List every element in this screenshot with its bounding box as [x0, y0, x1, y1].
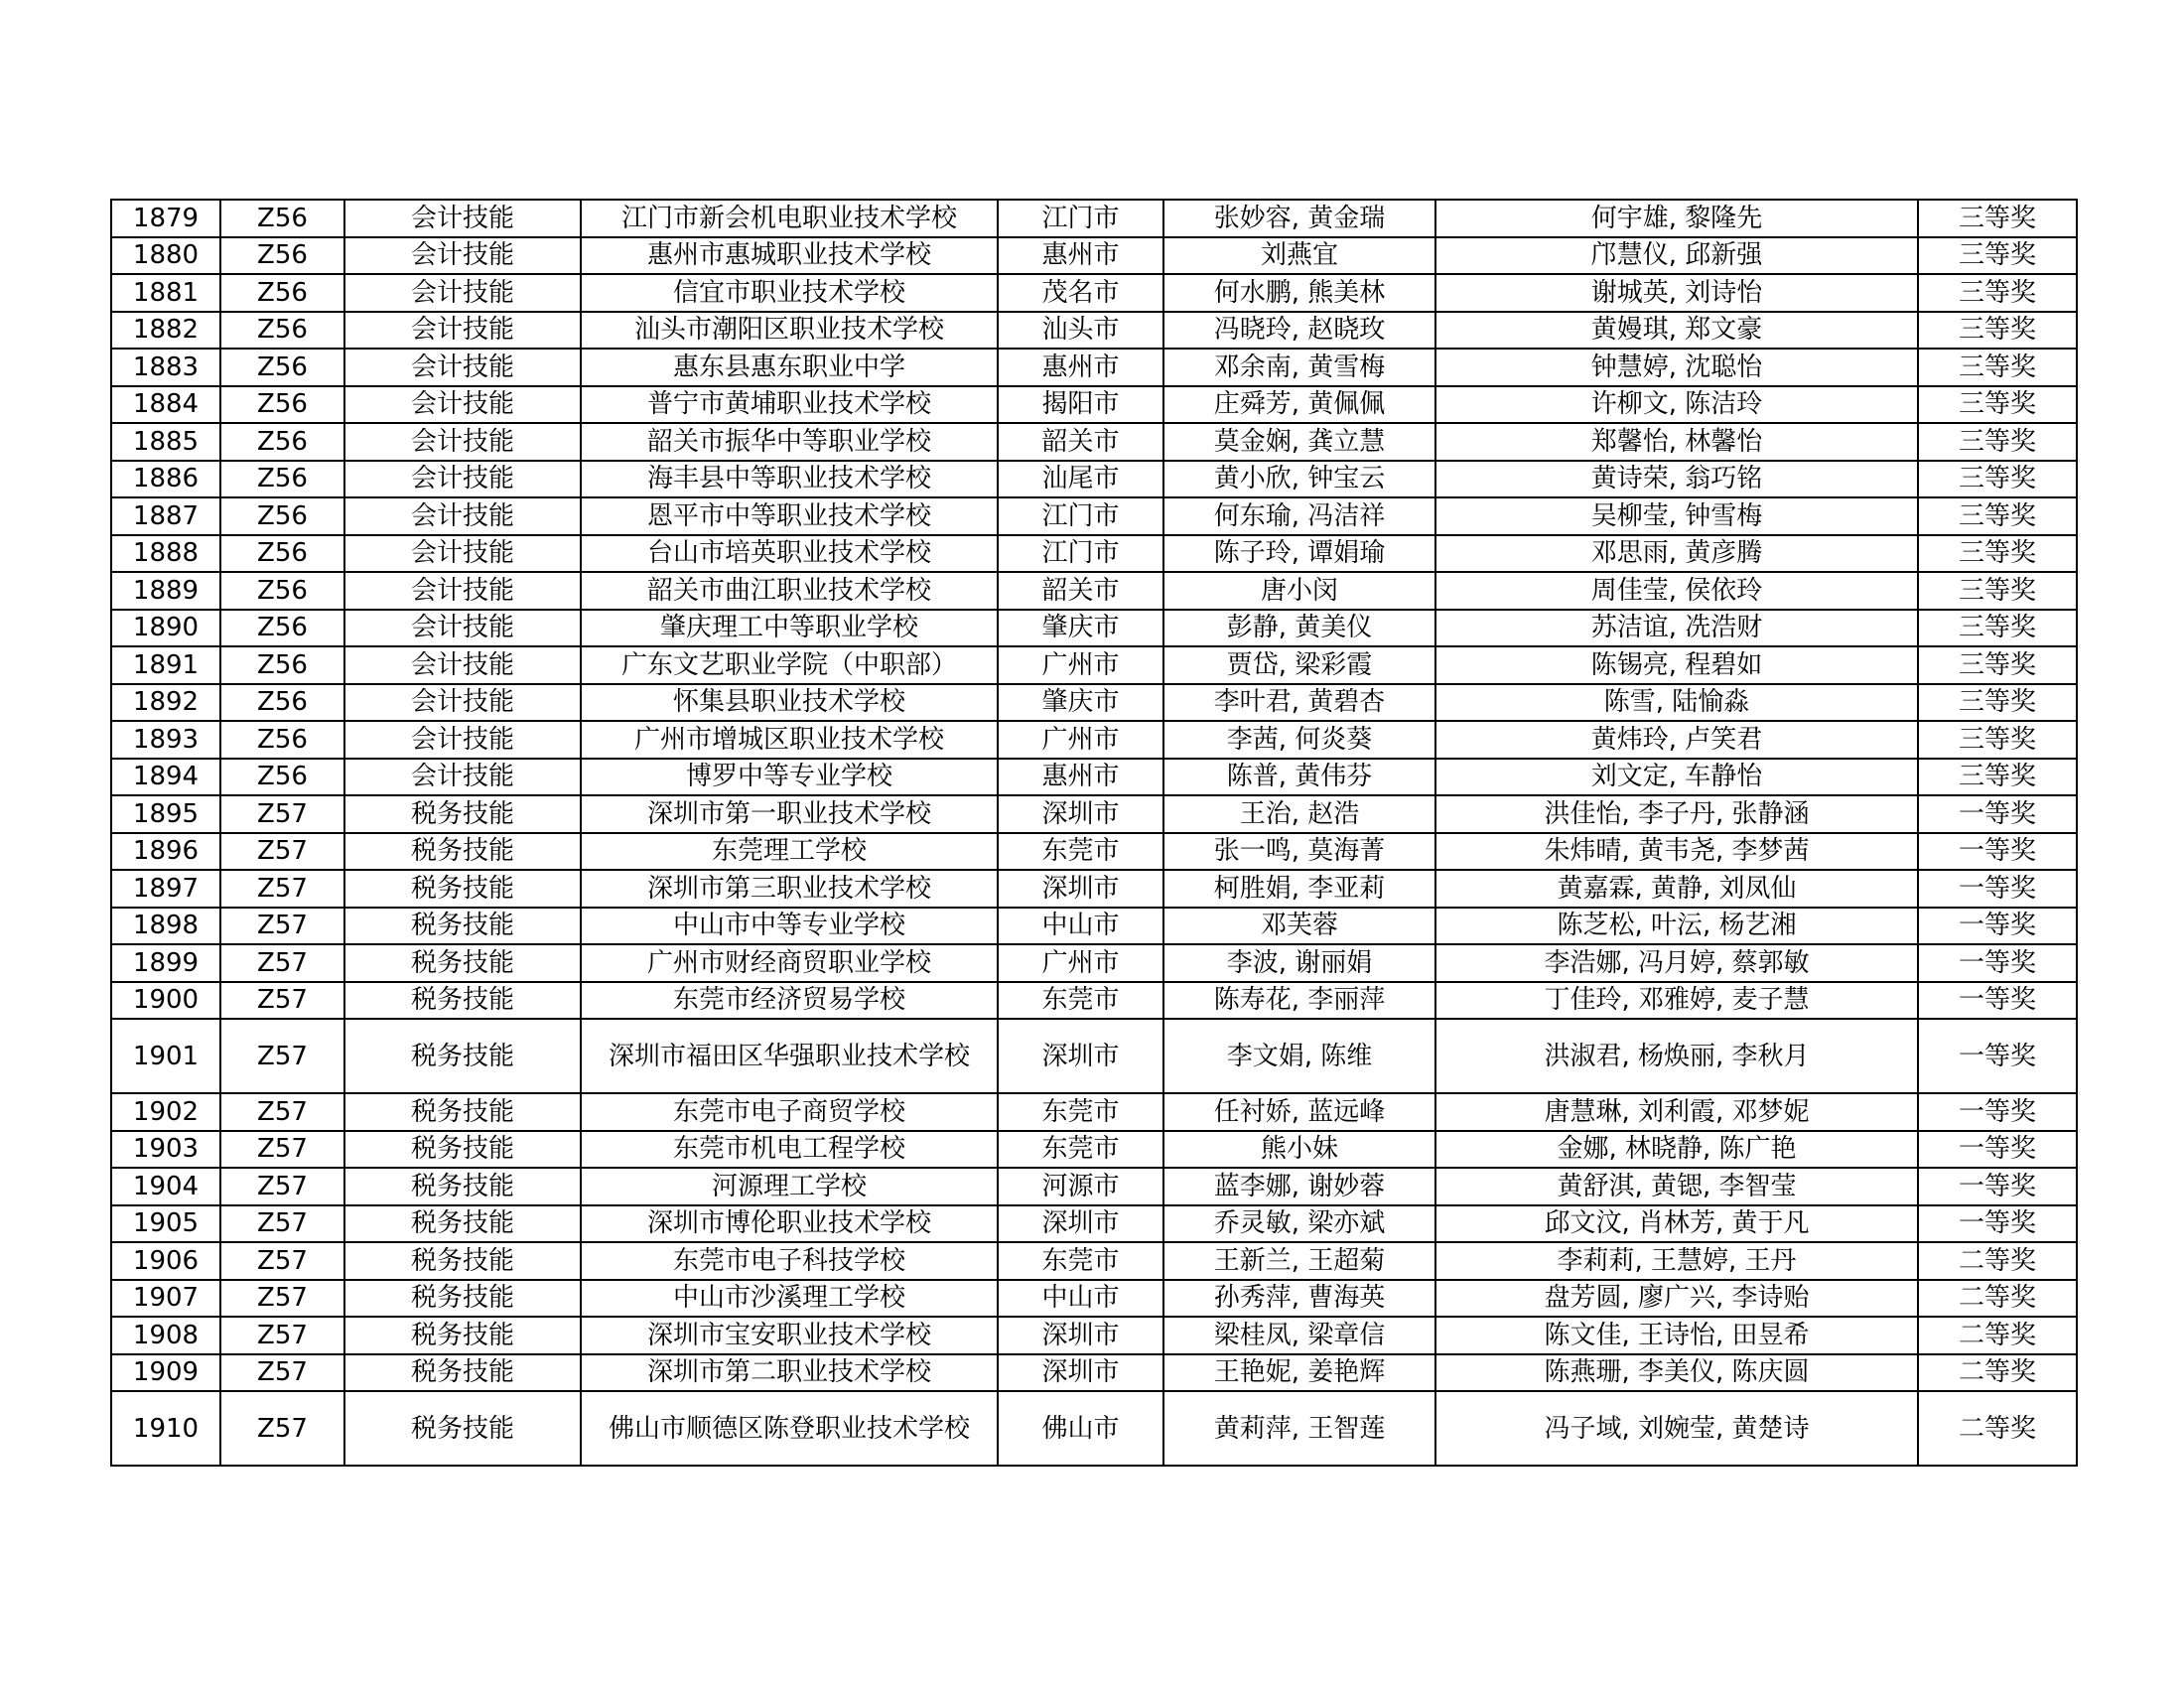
- teacher-names-cell: 李文娟, 陈维: [1163, 1019, 1435, 1093]
- row-number-cell: 1907: [111, 1280, 220, 1318]
- row-number-cell: 1897: [111, 870, 220, 908]
- school-name-cell: 深圳市博伦职业技术学校: [581, 1205, 998, 1243]
- event-code-cell: Z57: [220, 982, 344, 1020]
- student-names-cell: 李浩娜, 冯月婷, 蔡郭敏: [1435, 944, 1918, 982]
- city-name-cell: 江门市: [998, 535, 1163, 573]
- event-code-cell: Z57: [220, 1019, 344, 1093]
- row-number-cell: 1894: [111, 759, 220, 796]
- school-name-cell: 恩平市中等职业技术学校: [581, 497, 998, 535]
- award-level-cell: 三等奖: [1918, 684, 2077, 722]
- teacher-names-cell: 邓余南, 黄雪梅: [1163, 349, 1435, 386]
- table-row: [111, 1019, 2077, 1093]
- teacher-names-cell: 李叶君, 黄碧杏: [1163, 684, 1435, 722]
- table-row: [111, 423, 2077, 461]
- event-name-cell: 税务技能: [344, 908, 581, 945]
- event-name-cell: 税务技能: [344, 1280, 581, 1318]
- award-level-cell: 三等奖: [1918, 386, 2077, 424]
- teacher-names-cell: 黄莉萍, 王智莲: [1163, 1391, 1435, 1466]
- teacher-names-cell: 唐小闵: [1163, 572, 1435, 610]
- school-name-cell: 深圳市第二职业技术学校: [581, 1354, 998, 1392]
- row-number-cell: 1898: [111, 908, 220, 945]
- event-code-cell: Z56: [220, 535, 344, 573]
- school-name-cell: 东莞市电子科技学校: [581, 1242, 998, 1280]
- teacher-names-cell: 刘燕宜: [1163, 237, 1435, 275]
- table-row: [111, 944, 2077, 982]
- row-number-cell: 1887: [111, 497, 220, 535]
- row-number-cell: 1904: [111, 1168, 220, 1205]
- student-names-cell: 邓思雨, 黄彦腾: [1435, 535, 1918, 573]
- row-number-cell: 1900: [111, 982, 220, 1020]
- school-name-cell: 博罗中等专业学校: [581, 759, 998, 796]
- city-name-cell: 中山市: [998, 1280, 1163, 1318]
- event-code-cell: Z56: [220, 610, 344, 647]
- teacher-names-cell: 任衬娇, 蓝远峰: [1163, 1093, 1435, 1131]
- event-name-cell: 会计技能: [344, 610, 581, 647]
- event-code-cell: Z56: [220, 274, 344, 312]
- award-level-cell: 三等奖: [1918, 646, 2077, 684]
- school-name-cell: 深圳市福田区华强职业技术学校: [581, 1019, 998, 1093]
- award-level-cell: 一等奖: [1918, 1019, 2077, 1093]
- award-level-cell: 三等奖: [1918, 535, 2077, 573]
- event-name-cell: 会计技能: [344, 684, 581, 722]
- teacher-names-cell: 乔灵敏, 梁亦斌: [1163, 1205, 1435, 1243]
- student-names-cell: 钟慧婷, 沈聪怡: [1435, 349, 1918, 386]
- teacher-names-cell: 蓝李娜, 谢妙蓉: [1163, 1168, 1435, 1205]
- event-code-cell: Z56: [220, 461, 344, 498]
- city-name-cell: 江门市: [998, 497, 1163, 535]
- table-row: [111, 721, 2077, 759]
- student-names-cell: 唐慧琳, 刘利霞, 邓梦妮: [1435, 1093, 1918, 1131]
- row-number-cell: 1880: [111, 237, 220, 275]
- school-name-cell: 东莞市经济贸易学校: [581, 982, 998, 1020]
- table-row: [111, 684, 2077, 722]
- event-name-cell: 会计技能: [344, 572, 581, 610]
- event-code-cell: Z57: [220, 1280, 344, 1318]
- event-code-cell: Z57: [220, 1354, 344, 1392]
- student-names-cell: 金娜, 林晓静, 陈广艳: [1435, 1131, 1918, 1169]
- city-name-cell: 佛山市: [998, 1391, 1163, 1466]
- teacher-names-cell: 王新兰, 王超菊: [1163, 1242, 1435, 1280]
- event-name-cell: 会计技能: [344, 721, 581, 759]
- event-code-cell: Z56: [220, 497, 344, 535]
- event-name-cell: 会计技能: [344, 274, 581, 312]
- row-number-cell: 1895: [111, 795, 220, 833]
- city-name-cell: 深圳市: [998, 1354, 1163, 1392]
- event-name-cell: 税务技能: [344, 1168, 581, 1205]
- school-name-cell: 深圳市第一职业技术学校: [581, 795, 998, 833]
- teacher-names-cell: 陈普, 黄伟芬: [1163, 759, 1435, 796]
- school-name-cell: 肇庆理工中等职业学校: [581, 610, 998, 647]
- city-name-cell: 东莞市: [998, 982, 1163, 1020]
- award-level-cell: 三等奖: [1918, 274, 2077, 312]
- student-names-cell: 冯子域, 刘婉莹, 黄楚诗: [1435, 1391, 1918, 1466]
- table-row: [111, 237, 2077, 275]
- row-number-cell: 1891: [111, 646, 220, 684]
- row-number-cell: 1879: [111, 200, 220, 237]
- event-name-cell: 税务技能: [344, 944, 581, 982]
- city-name-cell: 肇庆市: [998, 610, 1163, 647]
- school-name-cell: 普宁市黄埔职业技术学校: [581, 386, 998, 424]
- school-name-cell: 中山市沙溪理工学校: [581, 1280, 998, 1318]
- award-level-cell: 一等奖: [1918, 1093, 2077, 1131]
- table-row: [111, 646, 2077, 684]
- teacher-names-cell: 何东瑜, 冯洁祥: [1163, 497, 1435, 535]
- row-number-cell: 1905: [111, 1205, 220, 1243]
- row-number-cell: 1889: [111, 572, 220, 610]
- school-name-cell: 中山市中等专业学校: [581, 908, 998, 945]
- student-names-cell: 洪佳怡, 李子丹, 张静涵: [1435, 795, 1918, 833]
- award-level-cell: 三等奖: [1918, 423, 2077, 461]
- table-row: [111, 759, 2077, 796]
- award-level-cell: 三等奖: [1918, 497, 2077, 535]
- student-names-cell: 邱文汶, 肖林芳, 黄于凡: [1435, 1205, 1918, 1243]
- event-name-cell: 会计技能: [344, 423, 581, 461]
- teacher-names-cell: 熊小妹: [1163, 1131, 1435, 1169]
- event-name-cell: 会计技能: [344, 497, 581, 535]
- table-row: [111, 1205, 2077, 1243]
- teacher-names-cell: 黄小欣, 钟宝云: [1163, 461, 1435, 498]
- row-number-cell: 1892: [111, 684, 220, 722]
- city-name-cell: 中山市: [998, 908, 1163, 945]
- event-name-cell: 会计技能: [344, 312, 581, 350]
- event-code-cell: Z57: [220, 1131, 344, 1169]
- table-row: [111, 795, 2077, 833]
- award-level-cell: 一等奖: [1918, 795, 2077, 833]
- table-row: [111, 535, 2077, 573]
- school-name-cell: 东莞市机电工程学校: [581, 1131, 998, 1169]
- school-name-cell: 惠东县惠东职业中学: [581, 349, 998, 386]
- city-name-cell: 惠州市: [998, 349, 1163, 386]
- event-code-cell: Z57: [220, 833, 344, 871]
- city-name-cell: 河源市: [998, 1168, 1163, 1205]
- row-number-cell: 1883: [111, 349, 220, 386]
- school-name-cell: 韶关市曲江职业技术学校: [581, 572, 998, 610]
- event-name-cell: 会计技能: [344, 237, 581, 275]
- event-code-cell: Z56: [220, 349, 344, 386]
- teacher-names-cell: 邓芙蓉: [1163, 908, 1435, 945]
- teacher-names-cell: 何水鹏, 熊美林: [1163, 274, 1435, 312]
- student-names-cell: 周佳莹, 侯依玲: [1435, 572, 1918, 610]
- school-name-cell: 江门市新会机电职业技术学校: [581, 200, 998, 237]
- teacher-names-cell: 彭静, 黄美仪: [1163, 610, 1435, 647]
- event-code-cell: Z57: [220, 1317, 344, 1354]
- award-level-cell: 二等奖: [1918, 1391, 2077, 1466]
- event-code-cell: Z57: [220, 1391, 344, 1466]
- award-level-cell: 三等奖: [1918, 461, 2077, 498]
- student-names-cell: 苏洁谊, 冼浩财: [1435, 610, 1918, 647]
- event-code-cell: Z56: [220, 646, 344, 684]
- student-names-cell: 何宇雄, 黎隆先: [1435, 200, 1918, 237]
- city-name-cell: 韶关市: [998, 423, 1163, 461]
- event-name-cell: 会计技能: [344, 461, 581, 498]
- student-names-cell: 李莉莉, 王慧婷, 王丹: [1435, 1242, 1918, 1280]
- event-code-cell: Z57: [220, 1168, 344, 1205]
- row-number-cell: 1890: [111, 610, 220, 647]
- city-name-cell: 江门市: [998, 200, 1163, 237]
- event-name-cell: 税务技能: [344, 1131, 581, 1169]
- teacher-names-cell: 王治, 赵浩: [1163, 795, 1435, 833]
- row-number-cell: 1881: [111, 274, 220, 312]
- event-name-cell: 税务技能: [344, 1205, 581, 1243]
- row-number-cell: 1901: [111, 1019, 220, 1093]
- awards-table: [110, 199, 2078, 1467]
- city-name-cell: 汕尾市: [998, 461, 1163, 498]
- city-name-cell: 东莞市: [998, 1242, 1163, 1280]
- award-level-cell: 一等奖: [1918, 870, 2077, 908]
- table-row: [111, 461, 2077, 498]
- school-name-cell: 海丰县中等职业技术学校: [581, 461, 998, 498]
- student-names-cell: 盘芳圆, 廖广兴, 李诗贻: [1435, 1280, 1918, 1318]
- row-number-cell: 1909: [111, 1354, 220, 1392]
- table-row: [111, 870, 2077, 908]
- table-row: [111, 349, 2077, 386]
- teacher-names-cell: 张妙容, 黄金瑞: [1163, 200, 1435, 237]
- school-name-cell: 东莞市电子商贸学校: [581, 1093, 998, 1131]
- city-name-cell: 韶关市: [998, 572, 1163, 610]
- event-name-cell: 会计技能: [344, 349, 581, 386]
- event-name-cell: 会计技能: [344, 759, 581, 796]
- city-name-cell: 茂名市: [998, 274, 1163, 312]
- teacher-names-cell: 陈子玲, 谭娟瑜: [1163, 535, 1435, 573]
- table-row: [111, 1317, 2077, 1354]
- student-names-cell: 陈锡亮, 程碧如: [1435, 646, 1918, 684]
- award-level-cell: 二等奖: [1918, 1317, 2077, 1354]
- student-names-cell: 黄嫚琪, 郑文豪: [1435, 312, 1918, 350]
- city-name-cell: 深圳市: [998, 795, 1163, 833]
- table-row: [111, 572, 2077, 610]
- table-row: [111, 1354, 2077, 1392]
- student-names-cell: 丁佳玲, 邓雅婷, 麦子慧: [1435, 982, 1918, 1020]
- event-name-cell: 税务技能: [344, 1242, 581, 1280]
- student-names-cell: 黄舒淇, 黄锶, 李智莹: [1435, 1168, 1918, 1205]
- city-name-cell: 广州市: [998, 944, 1163, 982]
- teacher-names-cell: 孙秀萍, 曹海英: [1163, 1280, 1435, 1318]
- row-number-cell: 1882: [111, 312, 220, 350]
- event-name-cell: 会计技能: [344, 386, 581, 424]
- table-row: [111, 982, 2077, 1020]
- city-name-cell: 东莞市: [998, 1131, 1163, 1169]
- student-names-cell: 黄诗荣, 翁巧铭: [1435, 461, 1918, 498]
- event-name-cell: 会计技能: [344, 200, 581, 237]
- teacher-names-cell: 冯晓玲, 赵晓玫: [1163, 312, 1435, 350]
- student-names-cell: 许柳文, 陈洁玲: [1435, 386, 1918, 424]
- city-name-cell: 汕头市: [998, 312, 1163, 350]
- school-name-cell: 广州市财经商贸职业学校: [581, 944, 998, 982]
- event-name-cell: 税务技能: [344, 1391, 581, 1466]
- award-level-cell: 一等奖: [1918, 1131, 2077, 1169]
- city-name-cell: 深圳市: [998, 1317, 1163, 1354]
- city-name-cell: 广州市: [998, 646, 1163, 684]
- table-row: [111, 497, 2077, 535]
- row-number-cell: 1886: [111, 461, 220, 498]
- row-number-cell: 1906: [111, 1242, 220, 1280]
- event-name-cell: 税务技能: [344, 1019, 581, 1093]
- event-name-cell: 会计技能: [344, 646, 581, 684]
- row-number-cell: 1899: [111, 944, 220, 982]
- student-names-cell: 黄炜玲, 卢笑君: [1435, 721, 1918, 759]
- student-names-cell: 黄嘉霖, 黄静, 刘凤仙: [1435, 870, 1918, 908]
- school-name-cell: 信宜市职业技术学校: [581, 274, 998, 312]
- event-code-cell: Z56: [220, 721, 344, 759]
- table-row: [111, 908, 2077, 945]
- row-number-cell: 1884: [111, 386, 220, 424]
- teacher-names-cell: 柯胜娟, 李亚莉: [1163, 870, 1435, 908]
- table-row: [111, 1391, 2077, 1466]
- event-code-cell: Z57: [220, 1093, 344, 1131]
- table-row: [111, 833, 2077, 871]
- award-level-cell: 一等奖: [1918, 1168, 2077, 1205]
- teacher-names-cell: 莫金娴, 龚立慧: [1163, 423, 1435, 461]
- event-name-cell: 税务技能: [344, 870, 581, 908]
- table-row: [111, 610, 2077, 647]
- student-names-cell: 刘文定, 车静怡: [1435, 759, 1918, 796]
- award-level-cell: 二等奖: [1918, 1280, 2077, 1318]
- student-names-cell: 邝慧仪, 邱新强: [1435, 237, 1918, 275]
- event-code-cell: Z57: [220, 1242, 344, 1280]
- table-row: [111, 1280, 2077, 1318]
- teacher-names-cell: 梁桂凤, 梁章信: [1163, 1317, 1435, 1354]
- city-name-cell: 东莞市: [998, 833, 1163, 871]
- city-name-cell: 惠州市: [998, 759, 1163, 796]
- row-number-cell: 1903: [111, 1131, 220, 1169]
- event-code-cell: Z56: [220, 200, 344, 237]
- event-name-cell: 税务技能: [344, 982, 581, 1020]
- city-name-cell: 东莞市: [998, 1093, 1163, 1131]
- event-code-cell: Z56: [220, 312, 344, 350]
- award-level-cell: 三等奖: [1918, 572, 2077, 610]
- award-level-cell: 三等奖: [1918, 349, 2077, 386]
- school-name-cell: 惠州市惠城职业技术学校: [581, 237, 998, 275]
- school-name-cell: 佛山市顺德区陈登职业技术学校: [581, 1391, 998, 1466]
- table-row: [111, 1093, 2077, 1131]
- awards-table-body: [111, 200, 2077, 1466]
- teacher-names-cell: 李茜, 何炎葵: [1163, 721, 1435, 759]
- student-names-cell: 朱炜晴, 黄韦尧, 李梦茜: [1435, 833, 1918, 871]
- school-name-cell: 台山市培英职业技术学校: [581, 535, 998, 573]
- teacher-names-cell: 张一鸣, 莫海菁: [1163, 833, 1435, 871]
- city-name-cell: 深圳市: [998, 870, 1163, 908]
- row-number-cell: 1893: [111, 721, 220, 759]
- row-number-cell: 1885: [111, 423, 220, 461]
- school-name-cell: 广东文艺职业学院（中职部）: [581, 646, 998, 684]
- event-name-cell: 税务技能: [344, 1317, 581, 1354]
- student-names-cell: 陈燕珊, 李美仪, 陈庆圆: [1435, 1354, 1918, 1392]
- school-name-cell: 东莞理工学校: [581, 833, 998, 871]
- city-name-cell: 深圳市: [998, 1205, 1163, 1243]
- student-names-cell: 吴柳莹, 钟雪梅: [1435, 497, 1918, 535]
- award-level-cell: 三等奖: [1918, 759, 2077, 796]
- teacher-names-cell: 陈寿花, 李丽萍: [1163, 982, 1435, 1020]
- event-name-cell: 税务技能: [344, 833, 581, 871]
- award-level-cell: 三等奖: [1918, 721, 2077, 759]
- student-names-cell: 谢城英, 刘诗怡: [1435, 274, 1918, 312]
- event-code-cell: Z56: [220, 386, 344, 424]
- event-code-cell: Z56: [220, 423, 344, 461]
- student-names-cell: 陈雪, 陆愉淼: [1435, 684, 1918, 722]
- event-name-cell: 税务技能: [344, 795, 581, 833]
- city-name-cell: 深圳市: [998, 1019, 1163, 1093]
- event-name-cell: 税务技能: [344, 1354, 581, 1392]
- award-level-cell: 一等奖: [1918, 908, 2077, 945]
- school-name-cell: 河源理工学校: [581, 1168, 998, 1205]
- student-names-cell: 陈芝松, 叶沄, 杨艺湘: [1435, 908, 1918, 945]
- school-name-cell: 韶关市振华中等职业学校: [581, 423, 998, 461]
- row-number-cell: 1888: [111, 535, 220, 573]
- table-row: [111, 312, 2077, 350]
- row-number-cell: 1910: [111, 1391, 220, 1466]
- table-row: [111, 274, 2077, 312]
- award-level-cell: 三等奖: [1918, 237, 2077, 275]
- event-code-cell: Z57: [220, 795, 344, 833]
- award-level-cell: 一等奖: [1918, 944, 2077, 982]
- school-name-cell: 汕头市潮阳区职业技术学校: [581, 312, 998, 350]
- event-code-cell: Z57: [220, 908, 344, 945]
- award-level-cell: 一等奖: [1918, 982, 2077, 1020]
- teacher-names-cell: 李波, 谢丽娟: [1163, 944, 1435, 982]
- school-name-cell: 深圳市第三职业技术学校: [581, 870, 998, 908]
- city-name-cell: 肇庆市: [998, 684, 1163, 722]
- row-number-cell: 1896: [111, 833, 220, 871]
- row-number-cell: 1902: [111, 1093, 220, 1131]
- table-row: [111, 386, 2077, 424]
- city-name-cell: 揭阳市: [998, 386, 1163, 424]
- award-level-cell: 三等奖: [1918, 610, 2077, 647]
- event-code-cell: Z56: [220, 237, 344, 275]
- student-names-cell: 郑馨怡, 林馨怡: [1435, 423, 1918, 461]
- award-level-cell: 一等奖: [1918, 833, 2077, 871]
- event-code-cell: Z57: [220, 944, 344, 982]
- award-level-cell: 三等奖: [1918, 200, 2077, 237]
- award-level-cell: 一等奖: [1918, 1205, 2077, 1243]
- event-name-cell: 税务技能: [344, 1093, 581, 1131]
- student-names-cell: 陈文佳, 王诗怡, 田昱希: [1435, 1317, 1918, 1354]
- table-row: [111, 1168, 2077, 1205]
- event-code-cell: Z56: [220, 759, 344, 796]
- teacher-names-cell: 王艳妮, 姜艳辉: [1163, 1354, 1435, 1392]
- event-code-cell: Z57: [220, 1205, 344, 1243]
- table-row: [111, 200, 2077, 237]
- event-name-cell: 会计技能: [344, 535, 581, 573]
- row-number-cell: 1908: [111, 1317, 220, 1354]
- student-names-cell: 洪淑君, 杨焕丽, 李秋月: [1435, 1019, 1918, 1093]
- school-name-cell: 怀集县职业技术学校: [581, 684, 998, 722]
- event-code-cell: Z57: [220, 870, 344, 908]
- table-row: [111, 1242, 2077, 1280]
- event-code-cell: Z56: [220, 684, 344, 722]
- school-name-cell: 广州市增城区职业技术学校: [581, 721, 998, 759]
- city-name-cell: 广州市: [998, 721, 1163, 759]
- city-name-cell: 惠州市: [998, 237, 1163, 275]
- school-name-cell: 深圳市宝安职业技术学校: [581, 1317, 998, 1354]
- table-row: [111, 1131, 2077, 1169]
- award-level-cell: 二等奖: [1918, 1242, 2077, 1280]
- teacher-names-cell: 贾岱, 梁彩霞: [1163, 646, 1435, 684]
- teacher-names-cell: 庄舜芳, 黄佩佩: [1163, 386, 1435, 424]
- event-code-cell: Z56: [220, 572, 344, 610]
- award-level-cell: 三等奖: [1918, 312, 2077, 350]
- award-level-cell: 二等奖: [1918, 1354, 2077, 1392]
